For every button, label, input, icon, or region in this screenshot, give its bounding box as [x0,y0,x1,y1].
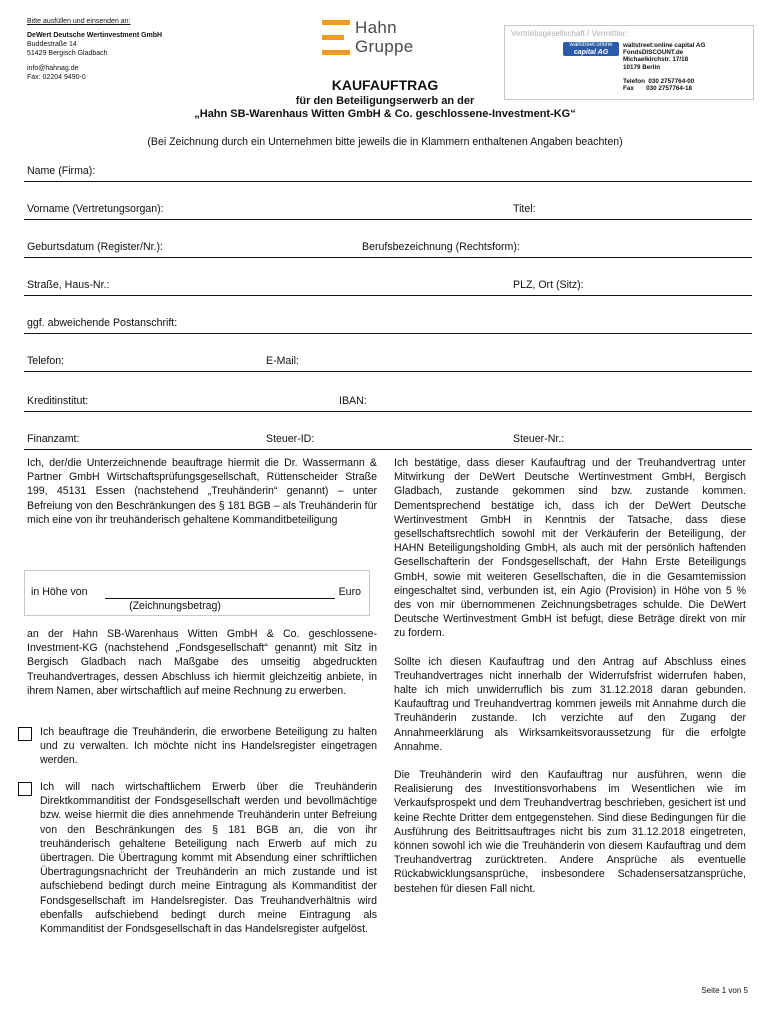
finanzamt-label: Finanzamt: [27,433,80,445]
document-title: KAUFAUFTRAG [331,77,439,93]
company-email: info@hahnag.de [27,65,79,72]
tax-field[interactable] [24,449,752,450]
capital-ag-badge [563,42,619,56]
company-street: Buddestraße 14 [27,41,77,48]
badge-main-text: capital AG [573,49,609,56]
name-field[interactable] [24,181,752,182]
company-note: (Bei Zeichnung durch ein Unternehmen bitte jeweils die in Klammern enthaltenen Angaben beachten) [147,136,623,148]
postanschrift-label: ggf. abweichende Postanschrift: [27,317,178,329]
agio-paragraph: Ich bestätige, dass dieser Kaufauftrag und der Treuhandvertrag unter Mitwirkung der DeWert Deutsche Wertinvestment GmbH, Bergisch Gladbach, zustande gekommen sind bzw. zustande kommen. Dementsprechend bestätige ich, dass ich der DeWert Deutsche Wertinvestment GmbH in Kenntnis der Tatsache, dass diese gesellschaftsrechtlich sowohl mit der Verkäuferin der Beteiligung, der HAHN Beteiligungsholding GmbH, als auch mit der persönlich haftenden Gesellschafterin der Fondsgesellschaft, der Hahn Erste Beteiligungs GmbH, sowie mit weiteren Gesellschaften, die in die Gesamtemission eingeschaltet sind, verbunden ist, ein Agio (Provision) in Höhe von 5 % des von mir übernommenen Zeichnungsbetrages schulde. Die DeWert Deutsche Wertinvestment GmbH ist befugt, diese Beträge direkt von mir zu fordern. [394,457,746,640]
option-2-checkbox[interactable] [18,782,32,796]
badge-top-text: wallstreet:online [569,42,613,48]
vermittler-address [623,42,705,71]
vermittler-city: 10179 Berlin [623,63,661,71]
amount-input[interactable] [105,598,335,599]
vermittler-fax: Fax 030 2757764-18 [623,85,692,93]
vermittler-phone: Telefon 030 2757764-00 [623,78,695,85]
send-instruction: Bitte ausfüllen und einsenden an: [27,18,131,25]
option-1-text: Ich beauftrage die Treuhänderin, die erworbene Beteiligung zu halten und zu verwalten. Ich möchte nicht ins Handelsregister eingetragen werden. [40,726,377,767]
fund-paragraph: an der Hahn SB-Warenhaus Witten GmbH & Co. geschlossene-Investment-KG (nachstehend „Fondsgesellschaft“ genannt) mit Sitz in Bergisch Gladbach nach Maßgabe des umseitig abgedruckten Treuhandvertrages, dessen Abschluss ich hiermit gleichzeitig anbiete, in ihrem Namen, aber wirtschaftlich auf meine Rechnung zu erwerben. [27,628,377,697]
sender-address [27,17,162,82]
vorname-titel-field[interactable] [24,219,752,220]
currency-label: Euro [338,586,361,598]
geburtsdatum-beruf-field[interactable] [24,257,752,258]
company-name: DeWert Deutsche Wertinvestment GmbH [27,32,163,39]
vermittler-street: Michaelkirchstr. 17/18 [623,56,689,64]
strasse-label: Straße, Haus-Nr.: [27,279,110,291]
widerruf-paragraph: Sollte ich diesen Kaufauftrag und den Antrag auf Abschluss eines Treuhandvertrages nicht innerhalb der Widerrufsfrist widerrufen haben, halte ich mich unwiderruflich bis zum 31.12.2018 daran gebunden. Kaufauftrag und Treuhandvertrag kommen jeweils mit Annahme durch die Treuhänderin zustande. Ich verzichte auf den Zugang der Annahmeerklärung als Wirksamkeitsvoraussetzung für die erfolgte Annahme. [394,655,746,753]
option-1-checkbox[interactable] [18,727,32,741]
email-label: E-Mail: [266,355,299,367]
steuer-nr-label: Steuer-Nr.: [513,433,565,445]
postanschrift-field[interactable] [24,333,752,334]
geburtsdatum-label: Geburtsdatum (Register/Nr.): [27,241,163,253]
telefon-label: Telefon: [27,355,65,367]
beruf-label: Berufsbezeichnung (Rechtsform): [362,241,520,253]
logo-line-2: Gruppe [355,37,414,56]
vermittler-label: Vertriebsgesellschaft / Vermittler: [511,29,628,38]
right-column [394,456,746,910]
document-subtitle-2: „Hahn SB-Warenhaus Witten GmbH & Co. geschlossene-Investment-KG“ [194,108,576,120]
zeichnungsbetrag-box [24,570,370,616]
intro-paragraph: Ich, der/die Unterzeichnende beauftrage hiermit die Dr. Wassermann & Partner GmbH Wirtschaftsprüfungsgesellschaft, Rüttenscheider Straße 199, 45131 Essen (nachstehend „Treuhänderin“ genannt) – unter Befreiung von den Beschränkungen des § 181 BGB – als Treuhänderin für mich eine von ihr treuhänderisch gehaltene Kommanditbeteiligung [27,457,377,526]
option-2-text: Ich will nach wirtschaftlichem Erwerb über die Treuhänderin Direktkommanditist der Fondsgesellschaft werden und bevollmächtige bzw. weise hiermit die dies annehmende Treuhänderin unter Befreiung von den Beschränkungen des § 181 BGB an, die von ihr treuhänderisch gehaltene Beteiligung nach Erwerb auf mich zu übertragen. Die Übertragung kommt mit Absendung einer schriftlichen Übertragungsnachricht der Treuhänderin an mich zustande und ist aufschiebend bedingt durch meine Eintragung als Kommanditist der Fondsgesellschaft im Handelsregister. Das Treuhandverhältnis wird ebenfalls aufschiebend bedingt durch meine Eintragung als Kommanditist der Fondsgesellschaft in das Handelsregister aufgelöst. [40,781,377,936]
logo-line-1: Hahn [355,18,397,37]
document-subtitle-1: für den Beteiligungserwerb an der [295,95,475,107]
iban-label: IBAN: [339,395,367,407]
amount-caption: (Zeichnungsbetrag) [129,600,221,612]
strasse-plz-field[interactable] [24,295,752,296]
vorname-label: Vorname (Vertretungsorgan): [27,203,164,215]
name-label: Name (Firma): [27,165,96,177]
amount-label: in Höhe von [31,586,88,598]
telefon-email-field[interactable] [24,371,752,372]
titel-label: Titel: [513,203,536,215]
ausfuehrung-paragraph: Die Treuhänderin wird den Kaufauftrag nur ausführen, wenn die Realisierung des Investitionsvorhabens im Wesentlichen wie im Verkaufsprospekt und dem Treuhandvertrag beschrieben, gesichert ist und keine Rechte Dritter dem entgegenstehen. Sind diese Bedingungen für die Ausführung des Beitrittsauftrages nicht bis zum 31.12.2018 eingetreten, können sowohl ich wie die Treuhänderin von diesem Kaufauftrag und dem Treuhandvertrag zurücktreten. Andere Ansprüche als eventuelle Rückabwicklungsansprüche, insbesondere Schadensersatzansprüche, bestehen für diesen Fall nicht. [394,769,746,895]
kreditinstitut-label: Kreditinstitut: [27,395,89,407]
page-number: Seite 1 von 5 [701,986,748,995]
steuer-id-label: Steuer-ID: [266,433,315,445]
vermittler-name: wallstreet:online capital AG [623,42,706,49]
company-fax: Fax: 02204 9490-0 [27,74,86,81]
bank-field[interactable] [24,411,752,412]
hahn-logo [322,20,442,60]
company-city: 51429 Bergisch Gladbach [27,50,108,57]
logo-bars-icon [322,20,350,56]
vermittler-name-2: FondsDISCOUNT.de [623,49,684,57]
plz-label: PLZ, Ort (Sitz): [513,279,584,291]
